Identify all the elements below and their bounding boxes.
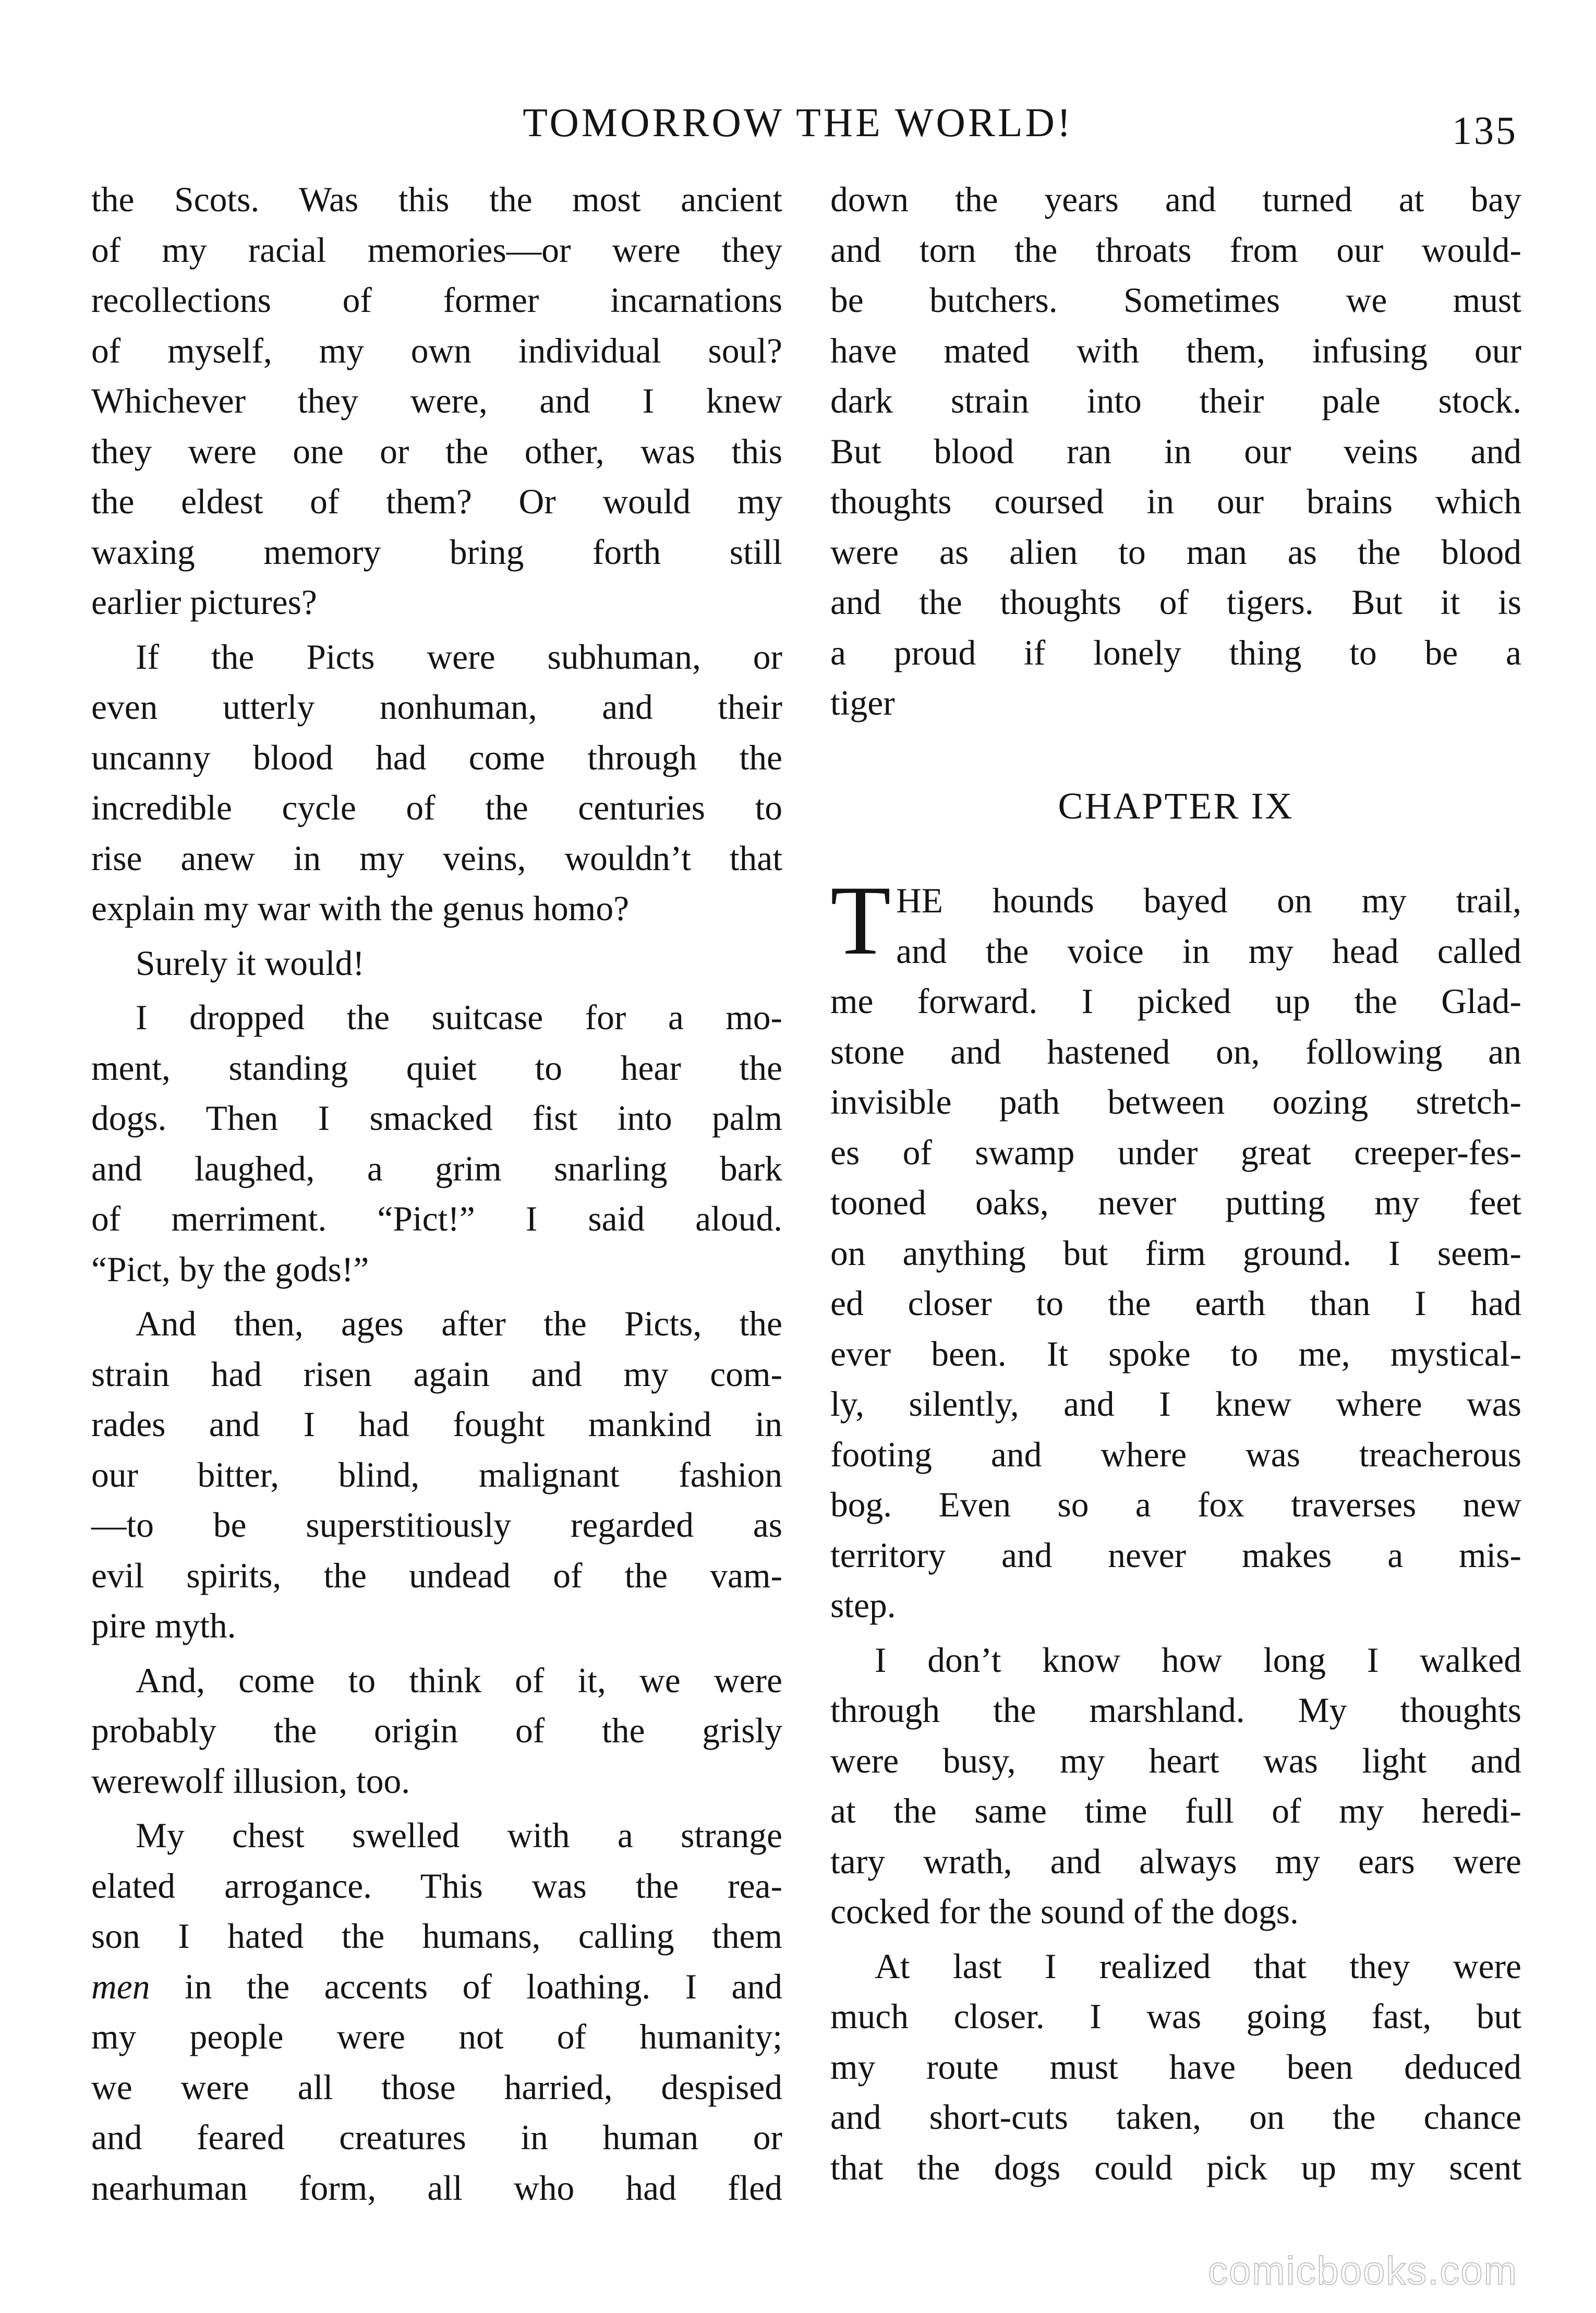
text-line: But blood ran in our veins and (830, 431, 1521, 471)
text-line: me forward. I picked up the Glad- (830, 982, 1521, 1021)
text-line: nearhuman form, all who had fled (91, 2168, 782, 2208)
text-line: dark strain into their pale stock. (830, 381, 1521, 420)
text-line: tiger (830, 683, 895, 722)
paragraph (91, 938, 782, 989)
paragraph (91, 175, 782, 628)
text-line: be butchers. Sometimes we must (830, 281, 1521, 320)
text-line: earlier pictures? (91, 583, 317, 622)
text-line: explain my war with the genus homo? (91, 889, 630, 928)
text-line: tooned oaks, never putting my feet (830, 1183, 1521, 1222)
text-line: of myself, my own individual soul? (91, 331, 782, 370)
text-line: tary wrath, and always my ears were (830, 1841, 1521, 1881)
running-header (0, 94, 1596, 151)
text-line: rades and I had fought mankind in (91, 1405, 782, 1444)
text-line: I don’t know how long I walked (875, 1640, 1521, 1680)
text-line: even utterly nonhuman, and their (91, 688, 782, 727)
text-line: our bitter, blind, malignant fashion (91, 1455, 782, 1495)
text-line: stone and hastened on, following an (830, 1032, 1521, 1071)
text-line: HE hounds bayed on my trail, (896, 881, 1521, 920)
text-line: that the dogs could pick up my scent (830, 2148, 1521, 2187)
text-line: evil spirits, the undead of the vam- (91, 1556, 782, 1595)
text-line: much closer. I was going fast, but (830, 1997, 1521, 2036)
text-line: —to be superstitiously regarded as (91, 1505, 782, 1545)
text-line: cocked for the sound of the dogs. (830, 1892, 1299, 1931)
text-line: es of swamp under great creeper-fes- (830, 1133, 1521, 1172)
text-fragment: in the accents of loathing. I and (150, 1967, 782, 2006)
text-line: elated arrogance. This was the rea- (91, 1866, 782, 1906)
text-line: Whichever they were, and I knew (91, 381, 782, 420)
text-line: and the thoughts of tigers. But it is (830, 583, 1521, 622)
text-line: and the voice in my head called (896, 931, 1521, 971)
text-line: ment, standing quiet to hear the (91, 1048, 782, 1088)
text-line: recollections of former incarnations (91, 281, 782, 320)
text-line: the eldest of them? Or would my (91, 482, 782, 521)
text-line: were busy, my heart was light and (830, 1741, 1521, 1780)
text-line: ly, silently, and I knew where was (830, 1384, 1521, 1424)
text-line: we were all those harried, despised (91, 2067, 782, 2107)
text-line: my route must have been deduced (830, 2047, 1521, 2087)
text-line: thoughts coursed in our brains which (830, 482, 1521, 521)
text-line: rise anew in my veins, wouldn’t that (91, 838, 782, 878)
text-line: at the same time full of my heredi- (830, 1791, 1521, 1830)
text-line: And, come to think of it, we were (136, 1660, 782, 1700)
text-line: a proud if lonely thing to be a (830, 633, 1521, 672)
text-line: strain had risen again and my com- (91, 1354, 782, 1394)
text-line: uncanny blood had come through the (91, 738, 782, 777)
text-line: ever been. It spoke to me, mystical- (830, 1334, 1521, 1374)
paragraph (91, 632, 782, 934)
text-line: werewolf illusion, too. (91, 1761, 410, 1801)
text-line: have mated with them, infusing our (830, 331, 1521, 370)
text-line: If the Picts were subhuman, or (136, 637, 782, 677)
paragraph (830, 1635, 1521, 1937)
paragraph (830, 866, 1521, 1631)
paragraph (91, 993, 782, 1295)
text-line: down the years and turned at bay (830, 180, 1521, 219)
text-line: footing and where was treacherous (830, 1435, 1521, 1474)
text-line: through the marshland. My thoughts (830, 1691, 1521, 1730)
text-line: and torn the throats from our would- (830, 230, 1521, 270)
left-text-column (91, 175, 782, 2218)
text-line (91, 1962, 782, 2013)
text-line: And then, ages after the Picts, the (136, 1304, 782, 1343)
text-line: incredible cycle of the centuries to (91, 788, 782, 827)
running-title: TOMORROW THE WORLD! (523, 100, 1073, 145)
drop-cap: T (830, 866, 891, 975)
text-line: waxing memory bring forth still (91, 532, 782, 572)
watermark-logo: comicbooks.com (1208, 2249, 1518, 2293)
text-line: dogs. Then I smacked fist into palm (91, 1099, 782, 1138)
text-line: and feared creatures in human or (91, 2118, 782, 2157)
italic-word: men (91, 1967, 150, 2006)
text-line: I dropped the suitcase for a mo- (136, 998, 782, 1037)
right-text-column (830, 175, 1521, 2197)
text-line: and laughed, a grim snarling bark (91, 1149, 782, 1188)
text-line: the Scots. Was this the most ancient (91, 180, 782, 219)
paragraph (830, 1942, 1521, 2194)
paragraph (91, 1811, 782, 2213)
text-line: bog. Even so a fox traverses new (830, 1485, 1521, 1524)
paragraph (91, 1299, 782, 1652)
text-line: probably the origin of the grisly (91, 1711, 782, 1750)
text-line: My chest swelled with a strange (136, 1816, 782, 1855)
text-line: and short-cuts taken, on the chance (830, 2098, 1521, 2137)
text-line: my people were not of humanity; (91, 2017, 782, 2056)
text-line: ed closer to the earth than I had (830, 1284, 1521, 1323)
text-line: were as alien to man as the blood (830, 532, 1521, 572)
chapter-heading: CHAPTER IX (1058, 785, 1294, 827)
page-number: 135 (1452, 109, 1518, 153)
text-line: pire myth. (91, 1606, 236, 1645)
text-line: territory and never makes a mis- (830, 1535, 1521, 1575)
text-line: At last I realized that they were (875, 1946, 1521, 1986)
text-line: invisible path between oozing stretch- (830, 1082, 1521, 1122)
text-line: of my racial memories—or were they (91, 230, 782, 270)
text-line: step. (830, 1586, 896, 1625)
text-line: son I hated the humans, calling them (91, 1917, 782, 1956)
paragraph (830, 175, 1521, 729)
text-line: “Pict, by the gods!” (91, 1249, 369, 1289)
text-line: of merriment. “Pict!” I said aloud. (91, 1199, 782, 1238)
paragraph (91, 1656, 782, 1807)
text-line: Surely it would! (136, 943, 365, 983)
text-line: on anything but firm ground. I seem- (830, 1233, 1521, 1273)
text-line: they were one or the other, was this (91, 431, 782, 471)
